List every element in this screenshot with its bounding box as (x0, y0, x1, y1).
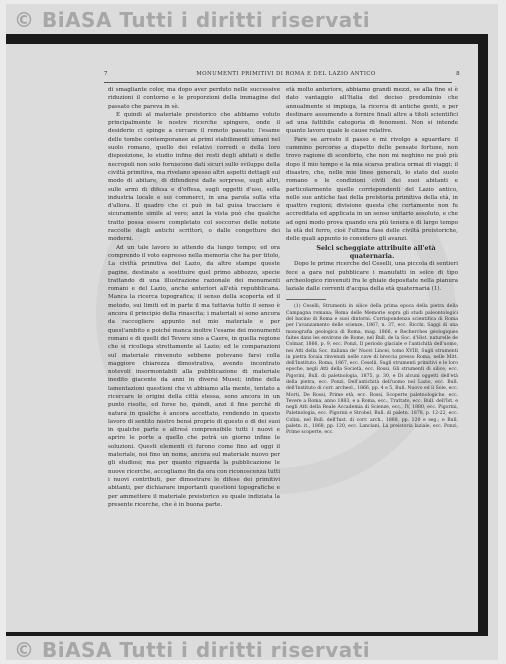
left-column (108, 86, 280, 624)
paragraph: E quindi al materiale preistorico che abbiamo voluto principalmente le nostre ricerche spingere, onde il desiderio ci spinge a cercare il remoto passato; l'esame delle tombe contemporanee ai primi stabilimenti umani nel suolo romano, quello dei relativi corredi e della loro disposizione, lo studio infine dei resti degli abitati e delle necropoli non solo forniscono dati sicuri sullo sviluppo della civiltà primitiva, ma rivelano spesso altri aspetti dettagli sul modo di abitare, di difendersi dalle sorprese, sugli altri, sulle armi di difesa e d'offesa, sugli oggetti d'uso, sulla industria locale e sui commerci, in una parola sulla vita d'allora. Il quadro che ci può in tal guisa tracciare è sicuramente simile al vero; anzi la vista può che qualche tratto possa essere completato col soccorso delle notizie raccolte dagli antichi scrittori, o dalle congetture dei moderni. (108, 111, 280, 243)
running-head-title: MONUMENTI PRIMITIVI DI ROMA E DEL LAZIO ANTICO (196, 71, 376, 77)
footnote-rule (286, 299, 326, 300)
paragraph: Ad un tale lavoro io attendo da lungo tempo; ed ora comprendo il voto espresso nella memoria che ha per titolo, La civiltà primitiva del Lazio, da altre stampe queste pagine, destinate a sostituire quel primo abbozzo, specie trattando di una illustrazione razionale dei monumenti romani e del Lazio, anche anteriori all'età repubblicana. Manca la ricerca topografica; il senso della scoperta ed il metodo, sui limiti ed in parte il ma tuttavia tutto il senso è ancora il principio della rinascita; i materiali si sono ancora da raccogliere appunto nel mio materiale e per quest'ambito e poiché manca inoltre l'esame dei monumenti romani e di quelli del Tevere sino a Caere, in quella regione che si ricollega strettamente al Lazio; ed le comparazioni sul materiale rinvenuto sebbene potevano farsi colla maggiore chiarezza dimostrativa, avendo incontrato notevoli insormontabili alla pubblicazione di materiale inedito giacente da anni in diversi Musei; infine della lamentazioni questioni che vi abbiamo alla mente, tentato a ricercare le origini della città stessa, sono ancora in un punto risolte, ed forse ho, quindi, anzi il fine perché di natura in qualche è ancora accettato, rendendo in questo lavoro di sentito nostro bensì proprio di questo e di dei suoi in qualche parte e altresì comprensibile tutti i nuovi e aprire le porte a quello che potrà un giorno infine le soluzioni. Questi elementi ci furono come fino ad oggi il materiale, noi fino un nome, ancora sul materiale nuovo per gli studiosi; ma per quanto riguarda la pubblicazione le nuove ricerche, accogliamo fin da ora con riconoscenza tutti i nuovi contributi, per dimostrare le difese dei primitivi abitanti, per dichiarare importanti questioni topografiche e per ammettere il materiale preistorico su quale indiziata la presente ricerche, che è in buona parte. (108, 244, 280, 508)
footnote: (1) Ceselli, Strumenti in silice della prima epoca della pietra della Campagna romana; Roma delle Memorie sopra gli studi paleontologici del bacino di Roma e suoi dintorni. Corrispondenza scientifica di Roma per l'avanzamento delle scienze, 1867, n. 37, ecc. Ricchi, Saggi di una monografia geologica di Roma, mag. 1866, e Recherches géologiques faites dans les environs de Rome, nel Bull. de la Soc. d'Hist. naturelle de Colmar, 1866, p. 9, ecc. Ponzi, Il periodo glaciale e l'antichità dell'uomo, nei Atti della Soc. italiana de' Nuovi Lincei, tomo XVIII, Sugli strumenti in pietra focaia rinvenuti nelle cave di breccia presso Roma, nelle Mitt. dell'Instituto. Roma, 1867, ecc. Ceselli, Sugli strumenti primitivi e le loro epoche, negli Atti della Società, ecc. Rossi, Gli strumenti di silice, ecc. Pigorini, Bull. di paletnologia, 1875, p. 30, e Di alcuni oggetti dell'età della pietra, ecc. Ponzi, Dell'antichità dell'uomo nel Lazio, ecc. Bull. dell'Instituto di corr. archeol., 1866, pp. 4 e 5, Bull. Nuovo ed il Sole, ecc. Morti, De Rossi, Prime età, ecc. Rossi, Scoperte paletnologiche, ecc. Tevere a Roma, anno 1883, e a Roma, ecc., Trattato, ecc. Bull. dell'Ist. e negli Atti della Reale Accademia di Scienze, ecc., IV, 1880, ecc. Pigorini, Paletnologia, ecc. Pigorini e Strobel, Bull. di paletn. 1878, p. 12-22, ecc. Colini, nel Bull. dell'Inst. di corr. arch., 1888, pp. 120 e seg.; e Bull. paletn. it., 1868, pp. 120, ecc. Lanciani, La preistoria laziale, ecc. Ponzi, Prime scoperte, ecc. (286, 304, 458, 436)
page-number-right: 8 (456, 71, 460, 77)
watermark-top: © BiASA Tutti i diritti riservati (14, 8, 371, 32)
paragraph: Pare se arresto il passo e mi rivolgo a sguardare il cammino percorso a dispetto delle pensate fortune, non trovo ragione di sconforto, che non mi neghino ne può più dopo il mio tempo e la mia scarsa pratica ormai di viaggi; il disastro, che, nelle mie linee generali, lo stato del suolo romano e le condizioni civili dei suoi abitanti e particolarmente quelle corrispondenti del Lazio antico, nelle sue antiche fasi della preistoria primitiva della età, in quattro regioni; divisione questa che certamente non fu accreditata ed applicata in un senso unitario assoluto, e che ad ogni modo prova quando era più tenera e di largo tempo la età del ferro, cioè l'ultima fase delle civiltà preistoriche, delle quali appunto io considero gli avanzi. (286, 136, 458, 243)
header-rule (104, 82, 452, 83)
paragraph: età molto anteriore, abbiamo grandi mezzi, se alla fine si è dato vantaggio all'Italia del deciso predominio che annualmente si impiega, la ricerca di antiche genti, e per destinare assumendo a fornire finali altre a titoli scientifici ad una fattibile categoria di fenomeni. Non si intende quanto lavoro quale le cause relative. (286, 87, 458, 135)
scan-border-bottom (6, 632, 488, 636)
section-heading: Selci scheggiate attribuite all'età quaternaria. (316, 243, 436, 260)
watermark-bottom: © BiASA Tutti i diritti riservati (14, 638, 371, 662)
right-column (286, 86, 458, 626)
paragraph: Dopo le prime ricerche del Ceselli, una piccola di sentieri fece a gara nel pubblicare i manufatti in selce di tipo archeologico rinvenuti fra le ghiaie depositate nella pianura laziale dalle correnti d'acqua della età quaternaria (1). (286, 261, 458, 293)
scan-border-top (6, 34, 486, 44)
running-head (104, 71, 460, 81)
scanned-page (6, 4, 498, 660)
paragraph: di smagliante color, ma dopo aver perduto nelle successive riduzioni il contorno e le proporzioni della immagine del passato che pareva in sè. (108, 87, 280, 110)
scan-border-right (478, 34, 488, 634)
page-number-left: 7 (104, 71, 108, 77)
